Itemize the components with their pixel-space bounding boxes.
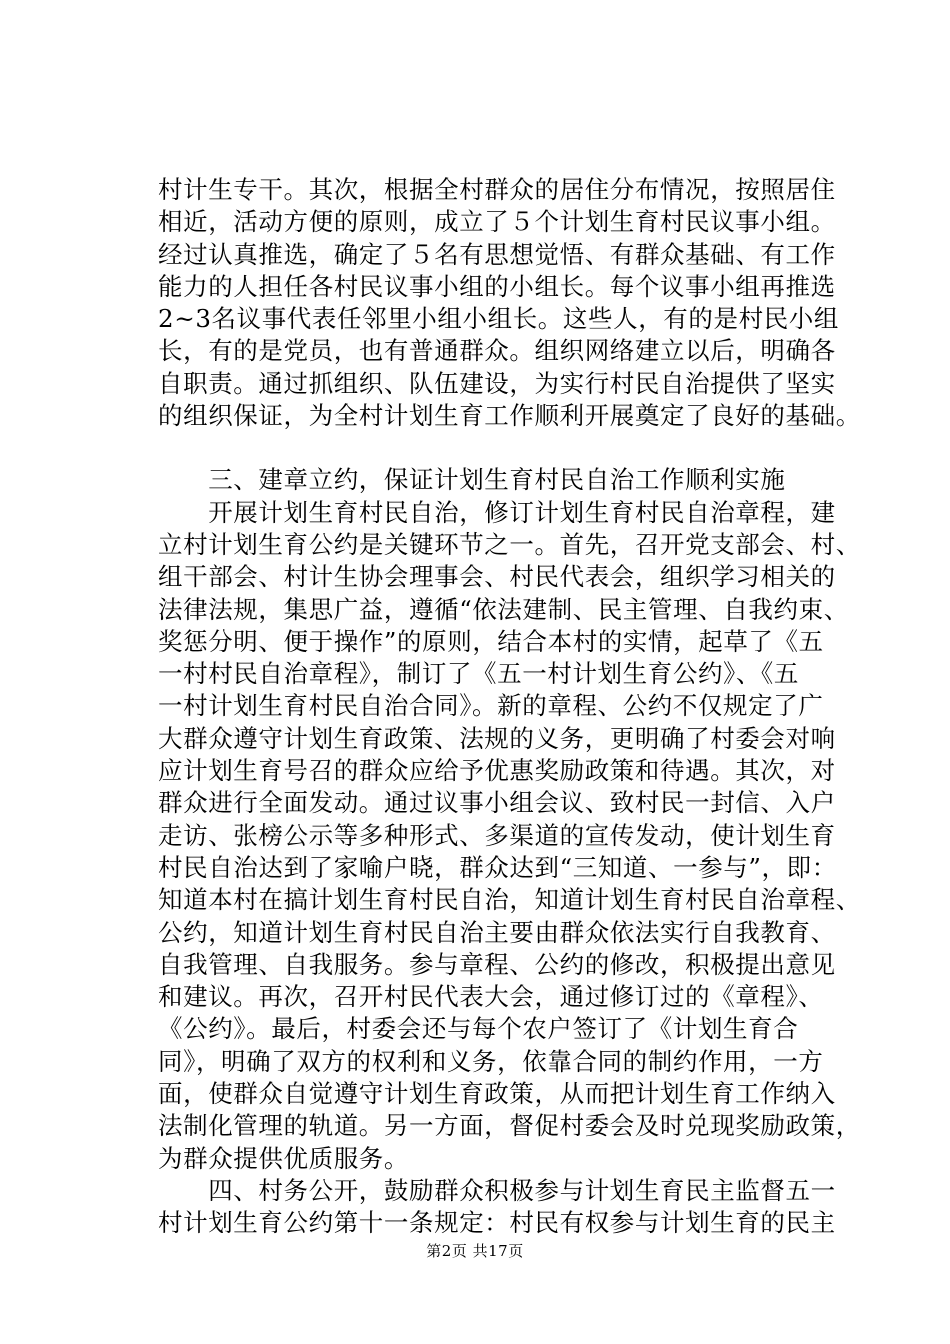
text-line: 公约，知道计划生育村民自治主要由群众依法实行自我教育、 [158,917,836,947]
text-line: 一村计划生育村民自治合同》。新的章程、公约不仅规定了广 [158,691,824,721]
text-line: 一村村民自治章程》，制订了《五一村计划生育公约》、《五 [158,659,799,689]
text-line: 2~3名议事代表任邻里小组小组长。这些人，有的是村民小组 [158,304,840,334]
text-line: 村计划生育公约第十一条规定：村民有权参与计划生育的民主 [158,1208,836,1238]
page-footer [0,1240,950,1261]
paragraph-gap [158,432,858,464]
section-three [158,464,861,1239]
section-heading: 三、建章立约，保证计划生育村民自治工作顺利实施 [158,465,786,495]
text-line: 长，有的是党员，也有普通群众。组织网络建立以后，明确各 [158,336,836,366]
text-line: 经过认真推选，确定了５名有思想觉悟、有群众基础、有工作 [158,239,836,269]
text-line: 组干部会、村计生协会理事会、村民代表会，组织学习相关的 [158,562,836,592]
section-heading: 四、村务公开，鼓励群众积极参与计划生育民主监督五一 [158,1175,836,1205]
text-line: 应计划生育号召的群众应给予优惠奖励政策和待遇。其次，对 [158,756,836,786]
text-line: 立村计划生育公约是关键环节之一。首先，召开党支部会、村、 [158,529,861,559]
text-line: 走访、张榜公示等多种形式、多渠道的宣传发动，使计划生育 [158,820,836,850]
paragraph-organization [158,174,861,432]
page-number: 第2页 共17页 [426,1242,524,1260]
text-line: 开展计划生育村民自治，修订计划生育村民自治章程，建 [158,497,836,527]
text-line: 法律法规，集思广益，遵循“依法建制、民主管理、自我约束、 [158,594,849,624]
text-line: 同》，明确了双方的权利和义务，依靠合同的制约作用，一方 [158,1046,824,1076]
text-line: 《公约》。最后，村委会还与每个农户签订了《计划生育合 [158,1014,799,1044]
text-line: 法制化管理的轨道。另一方面，督促村委会及时兑现奖励政策， [158,1111,861,1141]
text-line: 相近，活动方便的原则，成立了５个计划生育村民议事小组。 [158,207,836,237]
text-line: 村民自治达到了家喻户晓，群众达到“三知道、一参与”，即： [158,852,837,882]
text-line: 为群众提供优质服务。 [158,1143,409,1173]
text-line: 大群众遵守计划生育政策、法规的义务，更明确了村委会对响 [158,723,836,753]
text-line: 自职责。通过抓组织、队伍建设，为实行村民自治提供了坚实 [158,368,836,398]
text-line: 能力的人担任各村民议事小组的小组长。每个议事小组再推选 [158,271,836,301]
text-line: 面，使群众自觉遵守计划生育政策，从而把计划生育工作纳入 [158,1079,836,1109]
text-line: 自我管理、自我服务。参与章程、公约的修改，积极提出意见 [158,949,836,979]
text-line: 村计生专干。其次，根据全村群众的居住分布情况，按照居住 [158,175,836,204]
text-line: 和建议。再次，召开村民代表大会，通过修订过的《章程》、 [158,982,824,1012]
text-line: 知道本村在搞计划生育村民自治，知道计划生育村民自治章程、 [158,885,861,915]
document-body [158,174,861,1240]
text-line: 奖惩分明、便于操作”的原则，结合本村的实情，起草了《五 [158,626,824,656]
text-line: 的组织保证，为全村计划生育工作顺利开展奠定了良好的基础。 [158,401,861,431]
text-line: 群众进行全面发动。通过议事小组会议、致村民一封信、入户 [158,788,836,818]
